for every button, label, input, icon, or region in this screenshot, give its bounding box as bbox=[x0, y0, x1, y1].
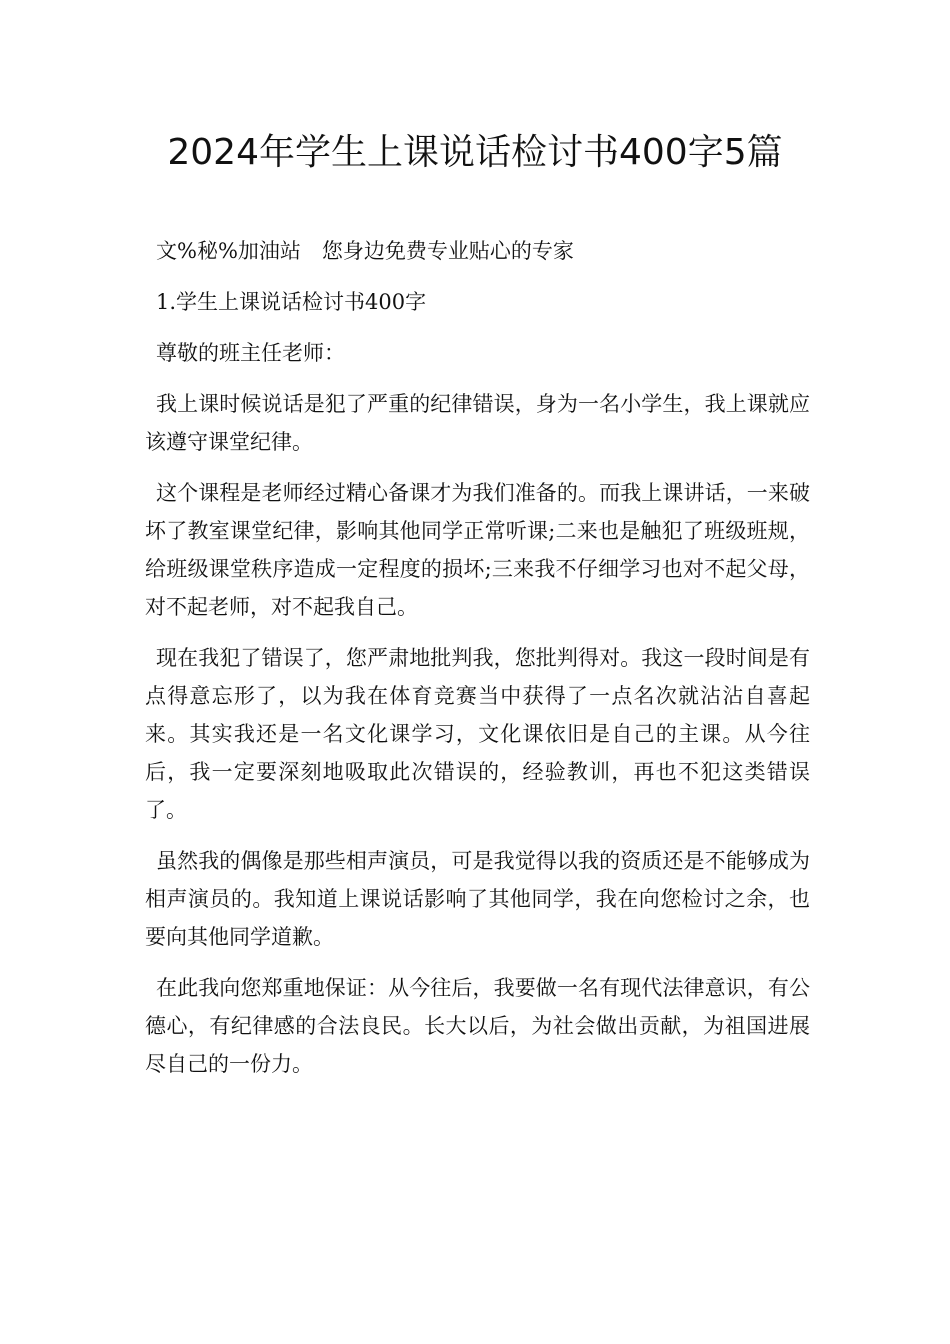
tagline: 文%秘%加油站 您身边免费专业贴心的专家 bbox=[156, 239, 574, 263]
section-heading: 1.学生上课说话检讨书400字 bbox=[156, 290, 427, 314]
body-paragraph: 现在我犯了错误了，您严肃地批判我，您批判得对。我这一段时间是有点得意忘形了，以为我在体育竞赛当中获得了一点名次就沾沾自喜起来。其实我还是一名文化课学习，文化课依旧是自己的主课。从今往后，我一定要深刻地吸取此次错误的，经验教训，再也不犯这类错误了。 bbox=[145, 646, 810, 822]
body-paragraph: 我上课时候说话是犯了严重的纪律错误，身为一名小学生，我上课就应该遵守课堂纪律。 bbox=[145, 392, 810, 454]
salutation: 尊敬的班主任老师： bbox=[156, 341, 345, 365]
document-body bbox=[145, 232, 810, 1096]
document-title: 2024年学生上课说话检讨书400字5篇 bbox=[167, 132, 783, 173]
body-paragraph: 这个课程是老师经过精心备课才为我们准备的。而我上课讲话，一来破坏了教室课堂纪律，影响其他同学正常听课;二来也是触犯了班级班规，给班级课堂秩序造成一定程度的损坏;三来我不仔细学习也对不起父母，对不起老师，对不起我自己。 bbox=[145, 481, 810, 619]
body-paragraph: 虽然我的偶像是那些相声演员，可是我觉得以我的资质还是不能够成为相声演员的。我知道上课说话影响了其他同学，我在向您检讨之余，也要向其他同学道歉。 bbox=[145, 849, 810, 949]
body-paragraph: 在此我向您郑重地保证：从今往后，我要做一名有现代法律意识，有公德心，有纪律感的合法良民。长大以后，为社会做出贡献，为祖国进展尽自己的一份力。 bbox=[145, 976, 810, 1076]
